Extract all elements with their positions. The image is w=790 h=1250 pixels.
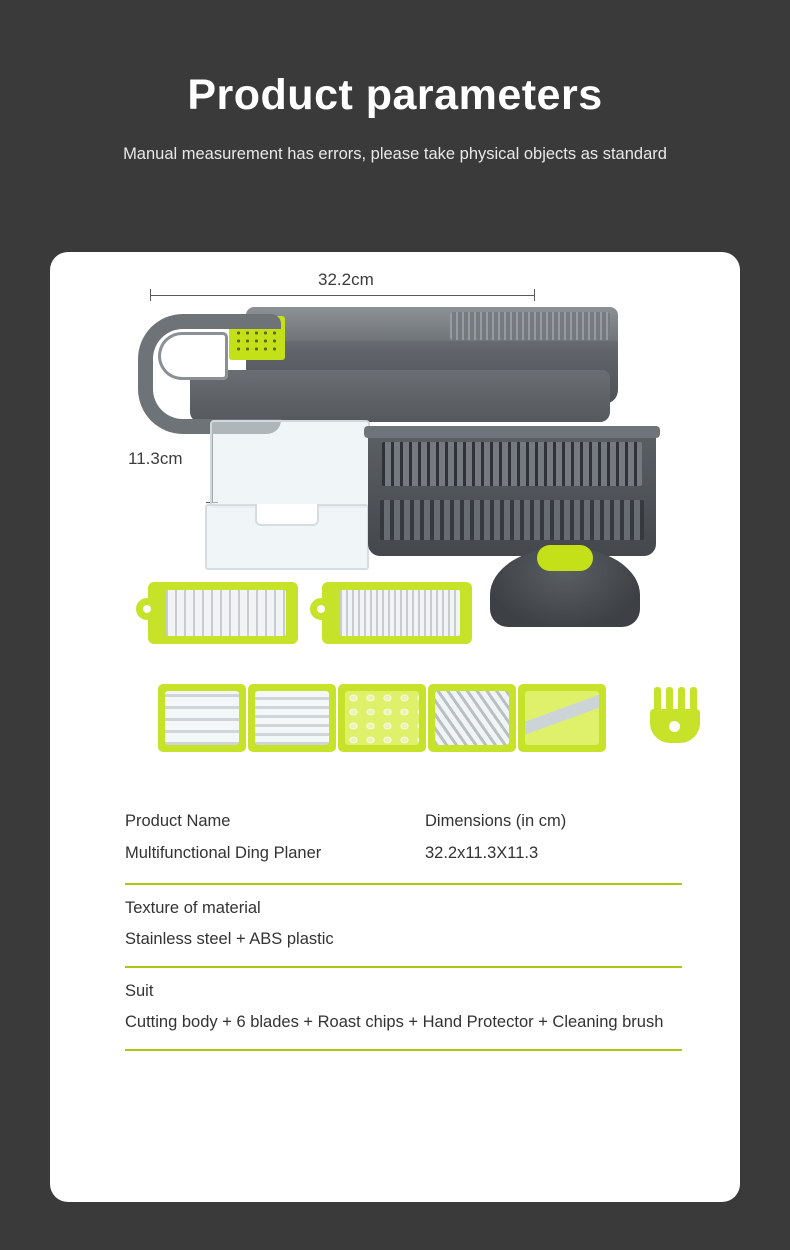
spec-table bbox=[50, 805, 740, 1065]
spec-divider bbox=[125, 1049, 682, 1051]
product-card bbox=[50, 252, 740, 1202]
spec-value-row bbox=[125, 837, 682, 869]
width-label: 32.2cm bbox=[318, 270, 374, 289]
width-dimension-line bbox=[150, 295, 534, 296]
drain-basket-slots-lower bbox=[380, 500, 644, 540]
spec-value-suit: Cutting body + 6 blades + Roast chips + Hand Protector + Cleaning brush bbox=[125, 1013, 664, 1031]
blade-straight-slicer bbox=[518, 684, 606, 752]
blade-grater bbox=[338, 684, 426, 752]
blade-tab-icon bbox=[136, 598, 158, 620]
blade-mesh bbox=[166, 590, 286, 636]
spec-label-dimensions: Dimensions (in cm) bbox=[425, 812, 567, 830]
spec-label-product-name: Product Name bbox=[125, 812, 231, 830]
hand-protector-knob bbox=[537, 545, 593, 571]
spec-value-dimensions: 32.2x11.3X11.3 bbox=[425, 844, 539, 862]
clear-container-notch bbox=[255, 504, 319, 526]
height-label: 11.3cm bbox=[128, 449, 183, 468]
cleaning-brush bbox=[650, 687, 704, 743]
width-tick-left bbox=[150, 289, 151, 301]
spec-value-material: Stainless steel + ABS plastic bbox=[125, 930, 334, 948]
blade-surface bbox=[435, 691, 509, 745]
spec-divider bbox=[125, 966, 682, 968]
blade-mesh bbox=[340, 590, 460, 636]
drain-basket-slots-upper bbox=[382, 442, 642, 486]
clear-container bbox=[210, 420, 370, 508]
blade-surface bbox=[165, 691, 239, 745]
spec-header-row bbox=[125, 805, 682, 837]
blade-slicer-1 bbox=[158, 684, 246, 752]
spec-row-suit bbox=[50, 982, 740, 1035]
spec-row-dimensions bbox=[50, 805, 740, 869]
spec-label-material: Texture of material bbox=[125, 899, 261, 917]
slicer-ridge-texture bbox=[450, 312, 610, 340]
width-tick-right bbox=[534, 289, 535, 301]
blade-tab-icon bbox=[310, 598, 332, 620]
blade-surface bbox=[525, 691, 599, 745]
page-header bbox=[0, 0, 790, 164]
blade-surface bbox=[345, 691, 419, 745]
blade-shredder bbox=[428, 684, 516, 752]
page-subtitle: Manual measurement has errors, please take physical objects as standard bbox=[123, 145, 667, 164]
spec-value-product-name: Multifunctional Ding Planer bbox=[125, 844, 322, 862]
drain-basket-rim bbox=[364, 426, 660, 438]
spec-row-material bbox=[50, 899, 740, 952]
blade-dicing-large bbox=[148, 582, 298, 644]
spec-label-suit: Suit bbox=[125, 982, 154, 1000]
slicer-handle-opening bbox=[158, 332, 228, 380]
blade-slicer-2 bbox=[248, 684, 336, 752]
page-title: Product parameters bbox=[187, 71, 603, 119]
blade-surface bbox=[255, 691, 329, 745]
brush-hole bbox=[669, 721, 680, 732]
product-illustration bbox=[50, 252, 740, 797]
spec-divider bbox=[125, 883, 682, 885]
blade-dicing-fine bbox=[322, 582, 472, 644]
